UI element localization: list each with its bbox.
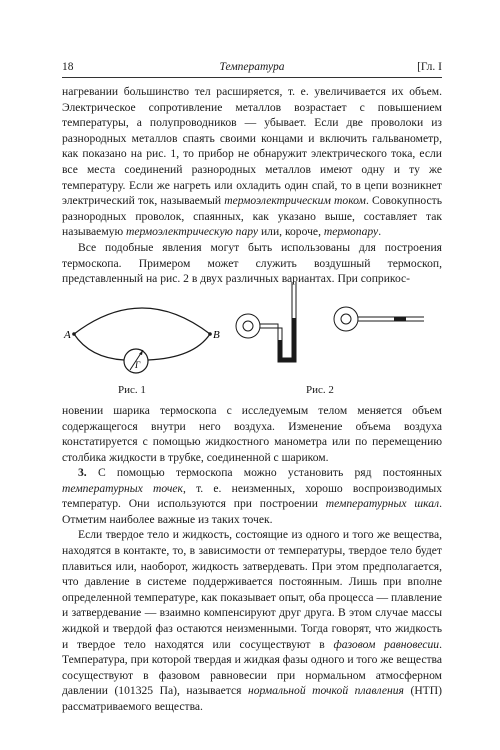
junction-a <box>72 332 76 336</box>
lower-wire-right <box>148 334 210 360</box>
manometer-liquid <box>278 318 296 362</box>
bulb-1-outer <box>236 314 260 338</box>
term-thermocouple: термопару <box>323 225 379 239</box>
chapter-marker: [Гл. I <box>417 61 442 73</box>
text-block-bottom <box>62 465 442 715</box>
bulb-2-inner <box>341 314 351 324</box>
label-b: B <box>213 329 220 341</box>
label-a: A <box>64 329 71 341</box>
page-number: 18 <box>62 61 74 73</box>
label-g: Г <box>135 360 141 370</box>
paragraph-2: Все подобные явления могут быть использованы для построения термоскопа. Примером может служить воздушный термоскоп, представленный на рис. 2 в двух различных вариантах. При соприкос- <box>62 240 442 286</box>
bulb-2-outer <box>334 307 358 331</box>
paragraph-5: Если твердое тело и жидкость, состоящие из одного и того же вещества, находятся в контакте, то, в зависимости от температуры, твердое тело будет плавиться или, наоборот, жидкость затвердевать. При этом предполагается, что давление в системе поддерживается постоянным. Лишь при вполне определенной температуре, как показывает опыт, оба процесса — плавление и затвердевание — взаимно компенсируют друг друга. В этом случае массы жидкой и твердой фаз остаются неизменными. Тогда говорят, что жидкость и твердое тело находятся или сосуществуют в фазовом равновесии. Температура, при которой твердая и жидкая фазы одного и того же вещества сосуществуют в фазовом равновесии при нормальном атмосферном давлении (101325 Па), называется нормальной точкой плавления (НТП) рассматриваемого вещества. <box>62 528 443 713</box>
figure-1-caption: Рис. 1 <box>118 384 146 396</box>
term-phase-equilibrium: фазовом равновесии <box>333 637 440 651</box>
liquid-column <box>394 317 406 321</box>
lower-wire-left <box>74 334 124 360</box>
term-temperature-scales: температурных шкал <box>325 497 440 511</box>
text-block-middle <box>62 403 442 465</box>
paragraph-4: 3. С помощью термоскопа можно установить ряд постоянных температурных точек, т. е. неизменных, хорошо воспроизводимых температур. Они используются при построении температурных шкал. Отметим наиболее важные из таких точек. <box>62 466 443 526</box>
text-block-top <box>62 84 442 287</box>
term-thermoelectric-pair: термоэлектрическую пару <box>126 225 259 239</box>
section-number: 3. <box>78 466 87 479</box>
header-rule <box>62 77 442 78</box>
figure-2-caption: Рис. 2 <box>306 384 334 396</box>
running-title: Температура <box>219 61 285 73</box>
paragraph-3: новении шарика термоскопа с исследуемым телом меняется объем содержащегося внутри него воздуха. Изменение объема воздуха констатируется с помощью жидкостного манометра или по перемещению столбика жидкости в трубке, соединенной с шариком. <box>62 404 442 464</box>
term-normal-melting-point: нормальной точкой плавления <box>247 684 404 698</box>
paragraph-1: нагревании большинство тел расширяется, т. е. увеличивается их объем. Электрическое сопротивление металлов возрастает с повышением температуры, а полупроводников — убывает. Если две проволоки из разнородных металлов спаять своими концами и включить гальванометр, как показано на рис. 1, то прибор не обнаружит электрического тока, если все места соединений разнородных металлов имеют одну и ту же температуру. Если же нагреть или охладить один спай, то в цепи возникнет электрический ток, называемый термоэлектрическим током. Совокупность разнородных проволок, спаянных, как указано выше, составляет так называемую термоэлектрическую пару или, короче, термопару. <box>62 85 442 239</box>
tube-1-inner <box>260 282 292 358</box>
upper-wire <box>74 308 210 334</box>
figures-row <box>0 288 500 400</box>
junction-b <box>208 332 212 336</box>
figure-1-thermocouple <box>62 288 222 384</box>
bulb-1-inner <box>243 321 253 331</box>
running-header <box>62 58 442 76</box>
figure-2-thermoscopes <box>228 278 428 378</box>
term-temperature-points: температурных точек <box>62 481 183 495</box>
term-thermoelectric-current: термоэлектрическим током <box>224 194 366 208</box>
